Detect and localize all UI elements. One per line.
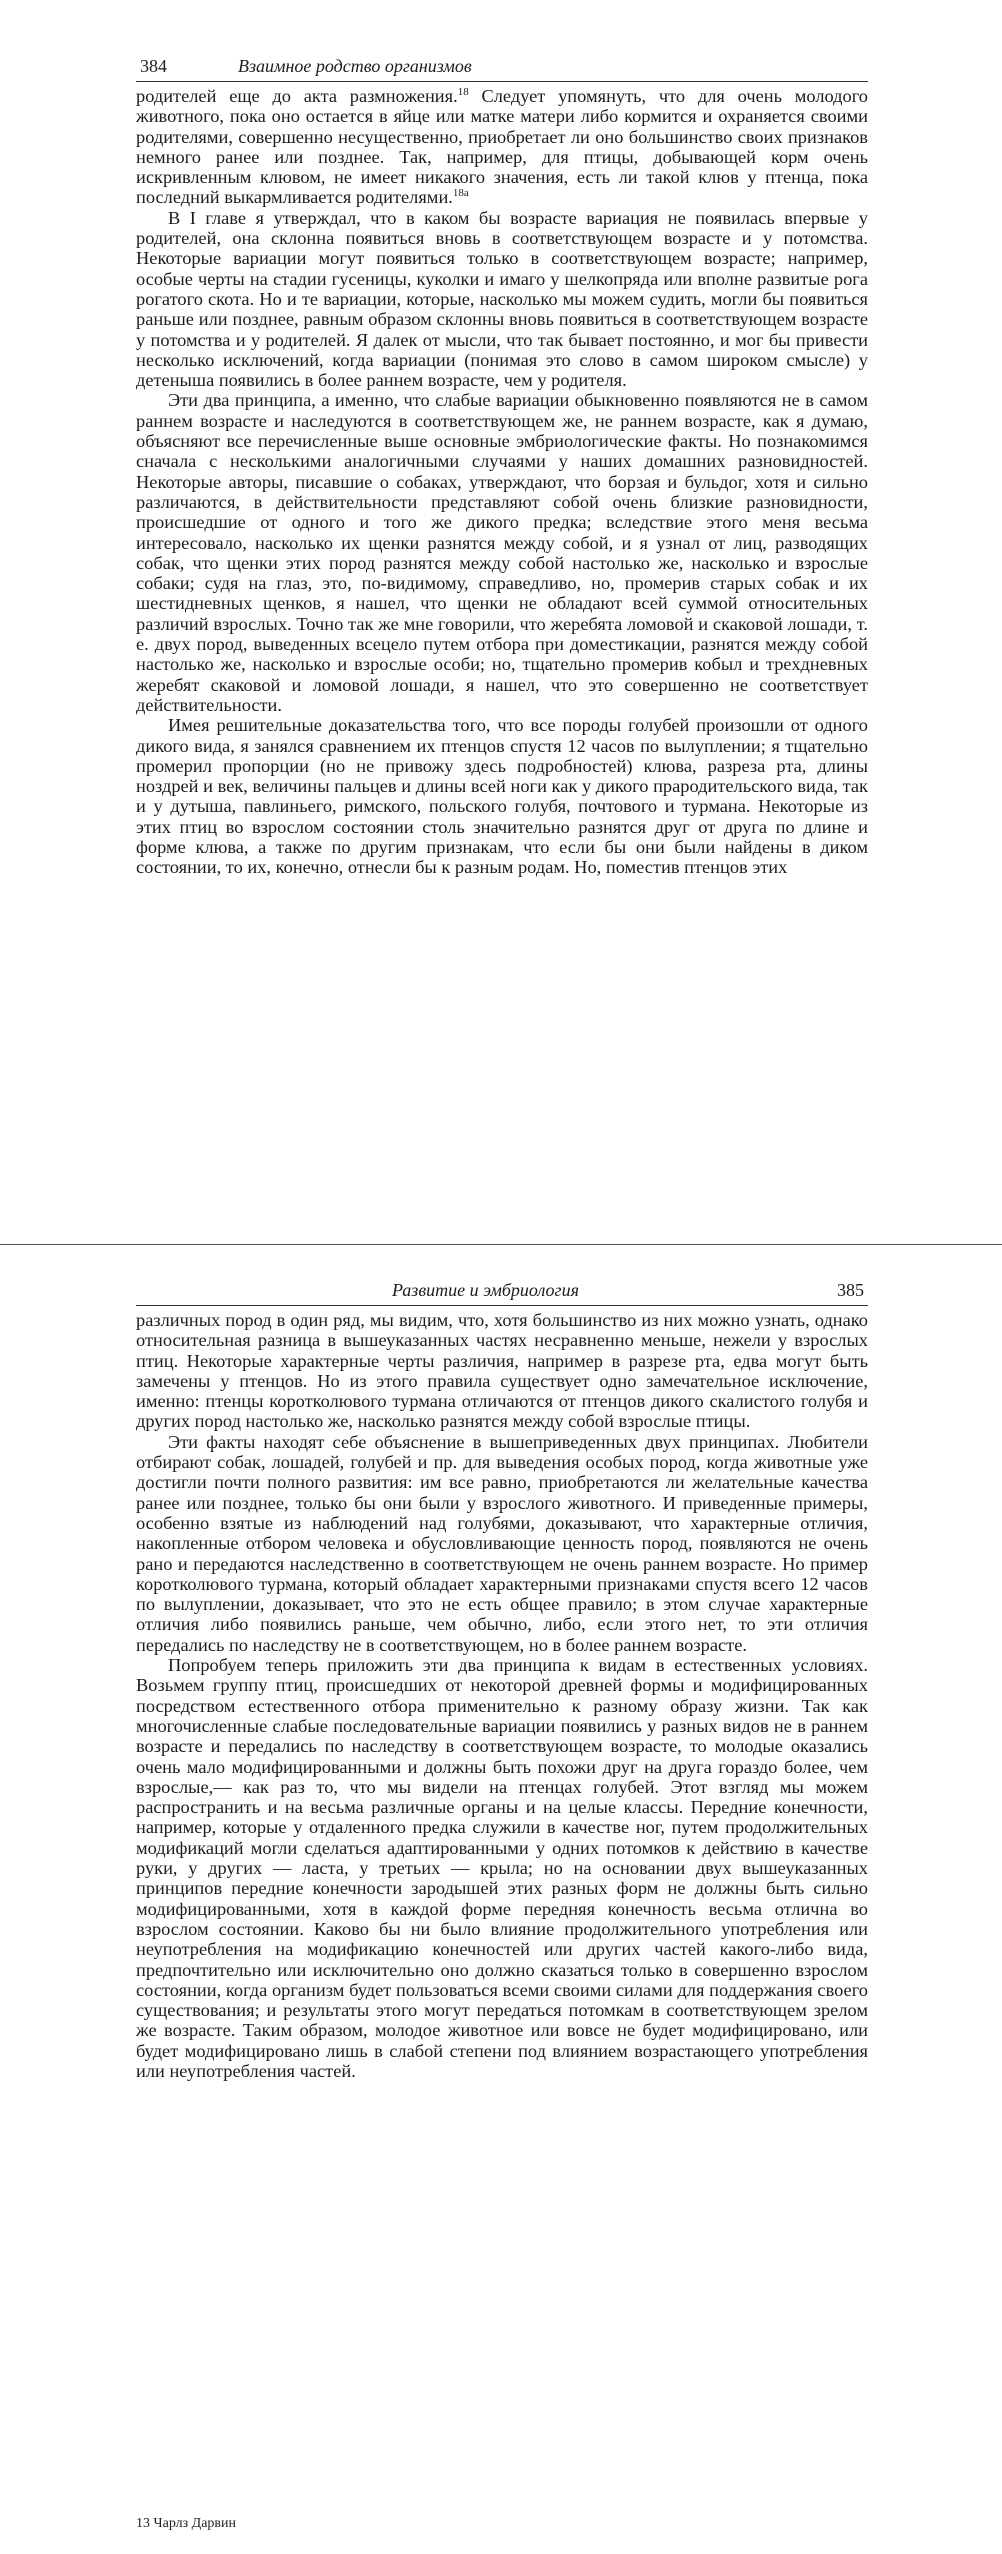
paragraph: различных пород в один ряд, мы видим, что, хотя большинство из них можно узнать, однако относительная разница в вышеуказанных частях несравненно меньше, нежели у взрослых птиц. Некоторые характерные черты различия, например в разрезе рта, едва могут быть замечены у птенцов. Но из этого правила существует одно замечательное исключение, именно: птенцы коротколювого турмана отличаются от птенцов дикого скалистого голубя и других пород настолько же, насколько разнятся между собой взрослые птицы. xyxy=(136,1310,868,1432)
page-385 xyxy=(0,1272,1002,2554)
page-384 xyxy=(0,0,1002,1230)
paragraph: Эти факты находят себе объяснение в вышеприведенных двух принципах. Любители отбирают собак, лошадей, голубей и пр. для выведения особых пород, когда животные уже достигли почти полного развития: им все равно, приобретаются ли желательные качества ранее или позднее, только бы они были у взрослого животного. И приведенные примеры, особенно взятые из наблюдений над голубями, доказывают, что характерные отличия, накопленные отбором человека и обусловливающие ценность пород, появляются не очень рано и передаются наследственно в соответствующем не очень раннем возрасте. Но пример коротколювого турмана, который обладает характерными признаками спустя всего 12 часов по вылуплении, доказывает, что это не есть общее правило; в этом случае характерные отличия либо появились раньше, чем обычно, либо, если этого нет, то эти отличия передались по наследству не в соответствующем, но в более раннем возрасте. xyxy=(136,1431,868,1655)
paragraph: Попробуем теперь приложить эти два принципа к видам в естественных условиях. Возьмем группу птиц, происшедших от некоторой древней формы и модифицированных посредством естественного отбора применительно к разному образу жизни. Так как многочисленные слабые последовательные вариации появились у разных видов не в раннем возрасте и передались по наследству в соответствующем возрасте, то молодые оказались очень мало модифицированными и должны быть похожи друг на друга гораздо более, чем взрослые,— как раз то, что мы видели на птенцах голубей. Этот взгляд мы можем распространить и на весьма различные органы и на целые классы. Передние конечности, например, которые у отдаленного предка служили в качестве ног, путем продолжительных модификаций могли сделаться адаптированными у одних потомков к действию в качестве руки, у других — ласта, у третьих — крыла; но на основании двух вышеуказанных принципов передние конечности зародышей этих разных форм не должны быть сильно модифицированными, хотя в каждой форме передняя конечность весьма отлична во взрослом состоянии. Каково бы ни было влияние продолжительного употребления или неупотребления на модификацию конечностей или других частей какого-либо вида, предпочтительно или исключительно оно должно сказаться только в совершенно взрослом состоянии, когда организм будет пользоваться всеми своими силами для поддержания своего существования; и результаты этого могут передаться потомкам в соответствующем зрелом же возрасте. Таким образом, молодое животное или вовсе не будет модифицировано, или будет модифицировано лишь в слабой степени под влиянием возрастающего употребления или неупотребления частей. xyxy=(136,1655,868,2081)
header-rule xyxy=(136,81,868,82)
page-divider xyxy=(0,1244,1002,1245)
footnote-ref: 18а xyxy=(452,187,469,200)
page-number: 385 xyxy=(837,1280,864,1300)
footnote-ref: 18 xyxy=(457,85,469,98)
paragraph: родителей еще до акта размножения.$^{18}$ Следует упомянуть, что для очень молодого животного, пока оно остается в яйце или матке матери либо кормится и охраняется своими родителями, совершенно несущественно, приобретает ли оно большинство своих признаков немного ранее или позднее. Так, например, для птицы, добывающей корм очень искривленным клювом, не имеет никакого значения, есть ли такой клюв у птенца, пока последний выкармливается родителями.$^{18а}$ xyxy=(136,85,868,208)
page-number: 384 xyxy=(140,56,167,76)
body-text xyxy=(136,1310,868,2081)
header-rule xyxy=(136,1305,868,1306)
running-title: Взаимное родство организмов xyxy=(238,56,472,76)
page-header xyxy=(136,1276,868,1306)
running-title: Развитие и эмбриология xyxy=(392,1280,579,1300)
body-text xyxy=(136,86,868,878)
paragraph: В I главе я утверждал, что в каком бы возрасте вариация не появилась впервые у родителей, она склонна появиться вновь в соответствующем возрасте и у потомства. Некоторые вариации могут появиться только в соответствующем возрасте; например, особые черты на стадии гусеницы, куколки и имаго у шелкопряда или вполне развитые рога рогатого скота. Но и те вариации, которые, насколько мы можем судить, могли бы появиться раньше или позднее, равным образом склонны вновь появиться в соответствующем возрасте у потомства и у родителей. Я далек от мысли, что так бывает постоянно, и мог бы привести несколько исключений, когда вариации (понимая это слово в самом широком смысле) у детеныша появились в более раннем возрасте, чем у родителя. xyxy=(136,207,868,391)
paragraph: Эти два принципа, а именно, что слабые вариации обыкновенно появляются не в самом раннем возрасте и наследуются в соответствующем же, не раннем возрасте, как я думаю, объясняют все перечисленные выше основные эмбриологические факты. Но познакомимся сначала с несколькими аналогичными случаями у наших домашних разновидностей. Некоторые авторы, писавшие о собаках, утверждают, что борзая и бульдог, хотя и сильно различаются, в действительности представляют собой очень близкие разновидности, происшедшие от одного и того же дикого предка; вследствие этого меня весьма интересовало, насколько их щенки разнятся между собой, и я узнал от лиц, разводящих собак, что щенки этих пород разнятся между собой настолько же, насколько и взрослые собаки; судя на глаз, это, по-видимому, справедливо, но, промерив старых собак и их шестидневных щенков, я нашел, что щенки не обладают всей суммой относительных различий взрослых. Точно так же мне говорили, что жеребята ломовой и скаковой лошади, т. е. двух пород, выведенных всецело путем отбора при доместикации, разнятся между собой настолько же, насколько и взрослые особи; но, тщательно промерив кобыл и трехдневных жеребят скаковой и ломовой лошади, я нашел, что это совершенно не соответствует действительности. xyxy=(136,390,868,715)
signature-footer: 13 Чарлз Дарвин xyxy=(136,2516,237,2531)
paragraph: Имея решительные доказательства того, что все породы голубей произошли от одного дикого вида, я занялся сравнением их птенцов спустя 12 часов по вылуплении; я тщательно промерил пропорции (но не привожу здесь подробностей) клюва, разреза рта, длины ноздрей и век, величины пальцев и длины всей ноги как у дикого прародительского вида, так и у дутыша, павлиньего, римского, польского голубя, почтового и турмана. Некоторые из этих птиц во взрослом состоянии столь значительно разнятся друг от друга по длине и форме клюва, а также по другим признакам, что если бы они были найдены в диком состоянии, то их, конечно, отнесли бы к разным родам. Но, поместив птенцов этих xyxy=(136,715,868,878)
page-header xyxy=(136,52,868,82)
